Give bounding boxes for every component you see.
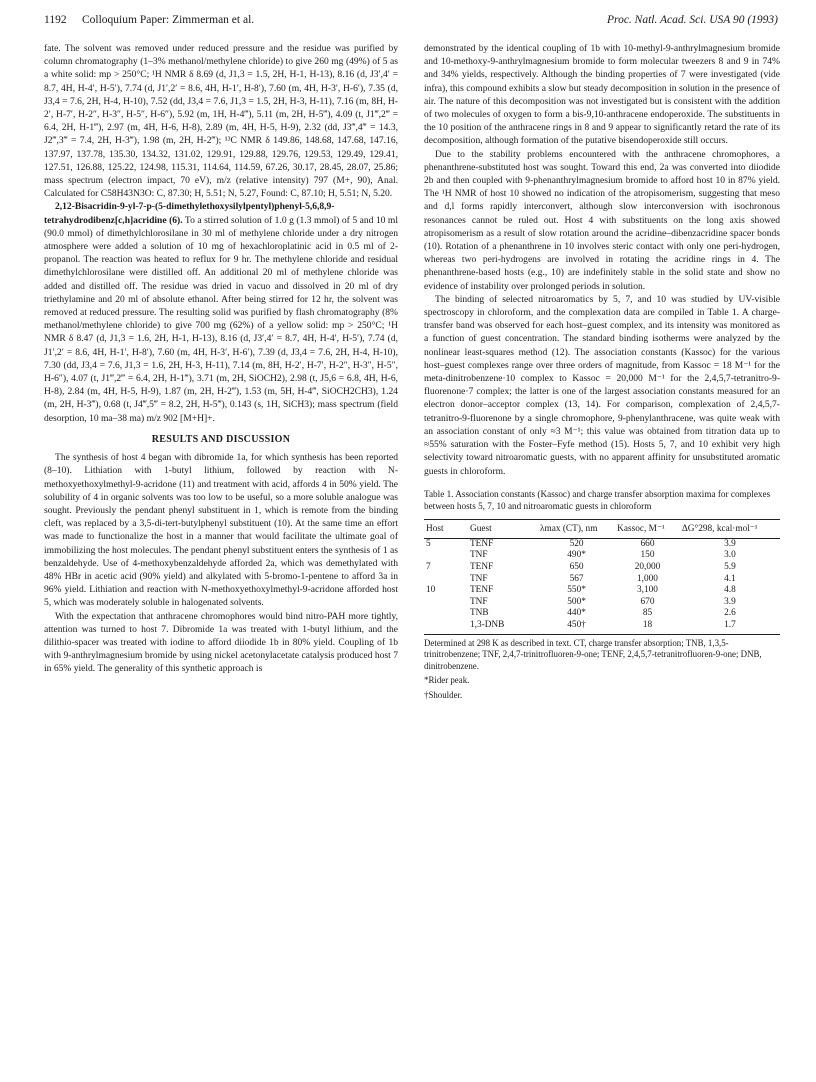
table-row	[424, 597, 780, 609]
page-number: 1192	[44, 14, 67, 26]
cell-guest: TNF	[470, 573, 488, 584]
cell-kassoc: 660	[640, 538, 655, 549]
col-header-guest: Guest	[468, 519, 538, 538]
col-header-lambda: λmax (CT), nm	[538, 519, 615, 538]
cell-kassoc: 3,100	[637, 585, 658, 596]
results-paragraph-4: Due to the stability problems encountered with the anthracene chromophores, a phenanthrene-substituted host was sought. Toward this end, 2a was converted into diiodide 2b and then coupled with 9-phenanthrylmagnesium bromide to afford host 10 in 87% yield. The ¹H NMR of host 10 showed no indication of the atropisomerism, suggesting that meso and d,l forms rapidly interconvert, although slow interconversion with isochronous resonances cannot be ruled out. Host 4 with substituents on the long axis showed atropisomerism as a result of slow rotation around the acridine–dibenzacridine spacer bonds (10). Rotation of a phenanthrene in 10 involves steric contact with only one peri-hydrogen, whereas two peri-hydrogens are involved in rotating the acridine rings in 4. The phenanthrene-based hosts (e.g., 10) are indefinitely stable in the solid state and show no evidence of instability over prolonged periods in solution.	[424, 148, 780, 292]
page-header	[44, 14, 778, 32]
cell-lambda: 440*	[567, 608, 586, 619]
cell-dg: 1.7	[680, 620, 780, 634]
methods-paragraph-1: fate. The solvent was removed under reduced pressure and the residue was purified by column chromatography (1–3% methanol/methylene chloride) to give 260 mg (49%) of 5 as a white solid: mp > 250°C; ¹H NMR δ 8.69 (d, J1,3 = 1.5, 2H, H-1, H-13), 8.16 (d, J3′,4′ = 8.7, 4H, H-4′, H-5′), 7.74 (d, J1′,2′ = 8.6, 4H, H-1′, H-8′), 7.60 (m, 4H, H-3′, H-6′), 7.35 (d, J3,4 = 7.6, 2H, H-4, H-10), 7.52 (dd, J3,4 = 7.6, J1,3 = 1.5, 2H, H-3, H-11), 7.16 (m, 8H, H-2′, H-7′, H-2″, H-3″, H-5″, H-6″), 5.92 (m, 1H, H-4‴), 5.11 (m, 2H, H-5‴), 4.09 (t, J1‴,2‴ = 6.4, 2H, H-1‴), 2.97 (m, 4H, H-6, H-8), 2.89 (m, 4H, H-5, H-9), 2.32 (dd, J3‴,4‴ = 14.3, J2‴,3‴ = 7.4, 2H, H-3‴), 1.98 (m, 2H, H-2‴); ¹³C NMR δ 149.86, 148.68, 147.68, 147.16, 137.97, 137.78, 135.30, 134.32, 131.02, 129.91, 129.88, 129.76, 129.53, 129.49, 129.41, 127.51, 126.88, 125.22, 124.98, 115.31, 114.64, 114.59, 67.26, 30.17, 28.45, 28.07, 25.86; mass spectrum (electron impact, 70 eV), m/z (relative intensity) 797 (M+, 90), Anal. Calculated for C58H43N3O: C, 87.30; H, 5.51; N, 5.27, Found: C, 87.10; H, 5.51; N, 5.20.	[44, 43, 398, 200]
cell-guest: TENF	[470, 585, 494, 596]
methods-paragraph-2	[44, 200, 398, 424]
cell-guest: TNB	[470, 608, 489, 619]
cell-host	[424, 608, 468, 620]
results-paragraph-3: demonstrated by the identical coupling of 1b with 10-methyl-9-anthrylmagnesium bromide and 10-methoxy-9-anthrylmagnesium bromide to form molecular tweezers 8 and 9 in 74% and 34% yields, respectively. Although the binding properties of 7 were investigated (vide infra), this compound exhibits a slow but steady decomposition in solution in the presence of air. The nature of this decomposition was not investigated but is consistent with the addition of two molecules of oxygen to form a bis-9,10-anthracene endoperoxide. The substituents in the 10 position of the anthracene rings in 8 and 9 appear to significantly retard the rate of its decomposition, although formation of the putative bisendoperoxide still occurs.	[424, 43, 780, 147]
col-header-dg: ΔG°298, kcal·mol⁻¹	[680, 519, 780, 538]
cell-kassoc: 670	[640, 596, 655, 607]
cell-host	[424, 550, 468, 562]
table-row	[424, 562, 780, 574]
table-row	[424, 620, 780, 634]
cell-lambda: 500*	[567, 596, 586, 607]
cell-dg: 2.6	[724, 608, 736, 619]
col-header-kassoc: Kassoc, M⁻¹	[615, 519, 680, 538]
col-header-host: Host	[424, 519, 468, 538]
cell-dg: 3.0	[724, 550, 736, 561]
section-label: Colloquium Paper: Zimmerman et al.	[82, 14, 255, 26]
results-paragraph-1: The synthesis of host 4 began with dibromide 1a, for which synthesis has been reported (8–10). Lithiation with 1-butyl lithium, followed by reaction with N-methoxyethoxylmethyl-9-acridone (11) and treatment with acid, affords 4 in 50% yield. The solubility of 4 in organic solvents was too low to be useful, so a more soluble analogue was sought. Previously the pendant phenyl substituent in 1, which is remote from the binding cleft, was replaced by a 3,5-di-tert-butylphenyl substituent (10). At the same time an effort was made to functionalize the host in a manner that would facilitate the ultimate goal of immobilizing the host molecules. The pendant phenyl substituent enters the synthesis of 1 as benzaldehyde. Use of 4-methoxybenzaldehyde afforded 2a, which was demethylated with 48% HBr in acetic acid (90% yield) and alkylated with 5-bromo-1-pentene to afford 3a in 96% yield. Lithiation and reaction with N-methoxyethoxylmethyl-9-acridone afforded host 5, which was moderately soluble in halogenated solvents.	[44, 452, 398, 609]
cell-kassoc: 20,000	[634, 562, 661, 573]
cell-dg: 3.9	[724, 538, 736, 549]
cell-dg: 5.9	[724, 562, 736, 573]
cell-kassoc: 18	[615, 620, 680, 634]
table-row	[424, 538, 780, 550]
cell-lambda: 520	[569, 538, 584, 549]
cell-lambda: 550*	[567, 585, 586, 596]
cell-kassoc: 150	[640, 550, 655, 561]
cell-guest: TENF	[470, 538, 494, 549]
cell-host: 5	[426, 538, 431, 549]
compound-title: 2,12-Bisacridin-9-yl-7-p-(5-dimethylethoxysilylpentyl)phenyl-5,6,8,9-tetrahydrodibenz[c,h]acridine (6).	[44, 201, 335, 226]
table-row	[424, 550, 780, 562]
cell-lambda: 450†	[538, 620, 615, 634]
table-row	[424, 608, 780, 620]
cell-lambda: 567	[569, 573, 584, 584]
table-footnote-shoulder: †Shoulder.	[424, 690, 463, 701]
table-row	[424, 585, 780, 597]
cell-host	[424, 620, 468, 634]
cell-kassoc: 1,000	[637, 573, 658, 584]
cell-guest: 1,3-DNB	[468, 620, 538, 634]
cell-dg: 4.8	[724, 585, 736, 596]
cell-lambda: 490*	[567, 550, 586, 561]
cell-lambda: 650	[569, 562, 584, 573]
compound-procedure: To a stirred solution of 1.0 g (1.3 mmol) of 5 and 10 ml (90.0 mmol) of dimethylchlorosilane in 30 ml of methylene chloride under a dry nitrogen atmosphere were added a solution of 10 mg of hexachloroplatinic acid in 0.5 ml of 2-propanol. The reaction was heated to reflux for 9 hr. The methylene chloride and residual dimethylchlorosilane were distilled off. An additional 20 ml of methylene chloride was added and distilled off. The residue was dried in vacuo and dissolved in 20 ml of dry triethylamine and 20 ml of absolute ethanol. After being stirred for 12 hr, the solvent was removed at reduced pressure. The resulting solid was purified by flash chromatography (8% methanol/methylene chloride) to give 700 mg (62%) of a yellow solid: mp > 250°C; ¹H NMR δ 8.47 (d, J1,3 = 1.6, 2H, H-1, H-13), 8.16 (d, J3′,4′ = 8.7, 4H, H-4′, H-5′), 7.74 (d, J1′,2′ = 8.6, 4H, H-1′, H-8′), 7.60 (m, 4H, H-3′, H-6′), 7.39 (d, J3,4 = 7.6, 2H, H-4, H-10), 7.30 (dd, J3,4 = 7.6, J1,3 = 1.6, 2H, H-3, H-11), 7.14 (m, 8H, H-2′, H-7′, H-2″, H-3″, H-5″, H-6″), 4.07 (t, J1‴,2‴ = 6.4, 2H, H-1‴), 3.71 (m, 2H, SiOCH2), 2.98 (t, J5,6 = 6.8, 4H, H-6, H-8), 2.84 (m, 4H, H-5, H-9), 1.87 (m, 2H, H-2‴), 1.53 (m, 5H, H-4‴, SiOCH2CH3), 1.24 (m, 2H, H-3‴), 0.68 (t, J4‴,5‴ = 8.2, 2H, H-5‴), 0.143 (s, 1H, SiCH3); mass spectrum (field desorption, 10 ma–38 ma) m/z 902 [M+H]+.	[44, 214, 399, 424]
table-footnote-rider: *Rider peak.	[424, 675, 470, 686]
table-row	[424, 574, 780, 586]
cell-guest: TNF	[470, 550, 488, 561]
cell-host: 7	[426, 562, 431, 573]
results-paragraph-2: With the expectation that anthracene chromophores would bind nitro-PAH more tightly, attention was turned to host 7. Dibromide 1a was treated with 1-butyl lithium, and the dilithio-spacer was treated with iodine to afford diiodide 1b in 80% yield. Coupling of 1b with 9-anthrylmagnesium bromide by using nickel acetonylacetate catalysis produced host 7 in 65% yield. The generality of this synthetic approach is	[44, 610, 398, 675]
section-heading: RESULTS AND DISCUSSION	[151, 433, 291, 445]
cell-dg: 3.9	[724, 596, 736, 607]
cell-guest: TENF	[470, 562, 494, 573]
cell-dg: 4.1	[724, 573, 736, 584]
results-paragraph-5: The binding of selected nitroaromatics by 5, 7, and 10 was studied by UV-visible spectroscopy in chloroform, and the complexation data are compiled in Table 1. A charge-transfer band was observed for each host–guest complex, and its intensity was monitored as a function of guest concentration. The standard binding isotherms were analyzed by the nonlinear least-squares method (12). The association constants (Kassoc) for the various host–guest complexes range over three orders of magnitude, from Kassoc = 18 M⁻¹ for the meta-dinitrobenzene·10 complex to Kassoc = 20,000 M⁻¹ for the 2,4,5,7-tetranitro-9-fluorenone·7 complex; the latter is one of the largest association constants measured for an electron donor–acceptor complex (13, 14). For comparison, complexation of 2,4,5,7-tetranitro-9-fluorenone by a single chromophore, 9-phenylanthracene, was quite weak with an association constant of only ≈3 M⁻¹; this value was obtained from titration data up to ≈55% saturation with the Foster–Fyfe method (15). Hosts 5, 7, and 10 exhibit very high selectivity toward nitroaromatic guests, with no apparent affinity for unsubstituted aromatic guests in chloroform.	[424, 293, 780, 477]
table-footnote: Determined at 298 K as described in text. CT, charge transfer absorption; TNB, 1,3,5-trinitrobenzene; TNF, 2,4,7-trinitrofluoren-9-one; TENF, 2,4,5,7-tetranitrofluoren-9-one; DNB, dinitrobenzene.	[424, 637, 762, 671]
table-caption: Table 1. Association constants (Kassoc) and charge transfer absorption maxima for complexes between hosts 5, 7, 10 and nitroaromatic guests in chloroform	[424, 488, 771, 512]
cell-host	[424, 597, 468, 609]
cell-host: 10	[426, 585, 436, 596]
cell-host	[424, 574, 468, 586]
cell-kassoc: 85	[642, 608, 653, 619]
journal-citation: Proc. Natl. Acad. Sci. USA 90 (1993)	[607, 14, 778, 26]
right-column	[424, 42, 780, 702]
left-column	[44, 42, 398, 676]
association-constants-table	[424, 519, 780, 635]
cell-guest: TNF	[470, 596, 488, 607]
